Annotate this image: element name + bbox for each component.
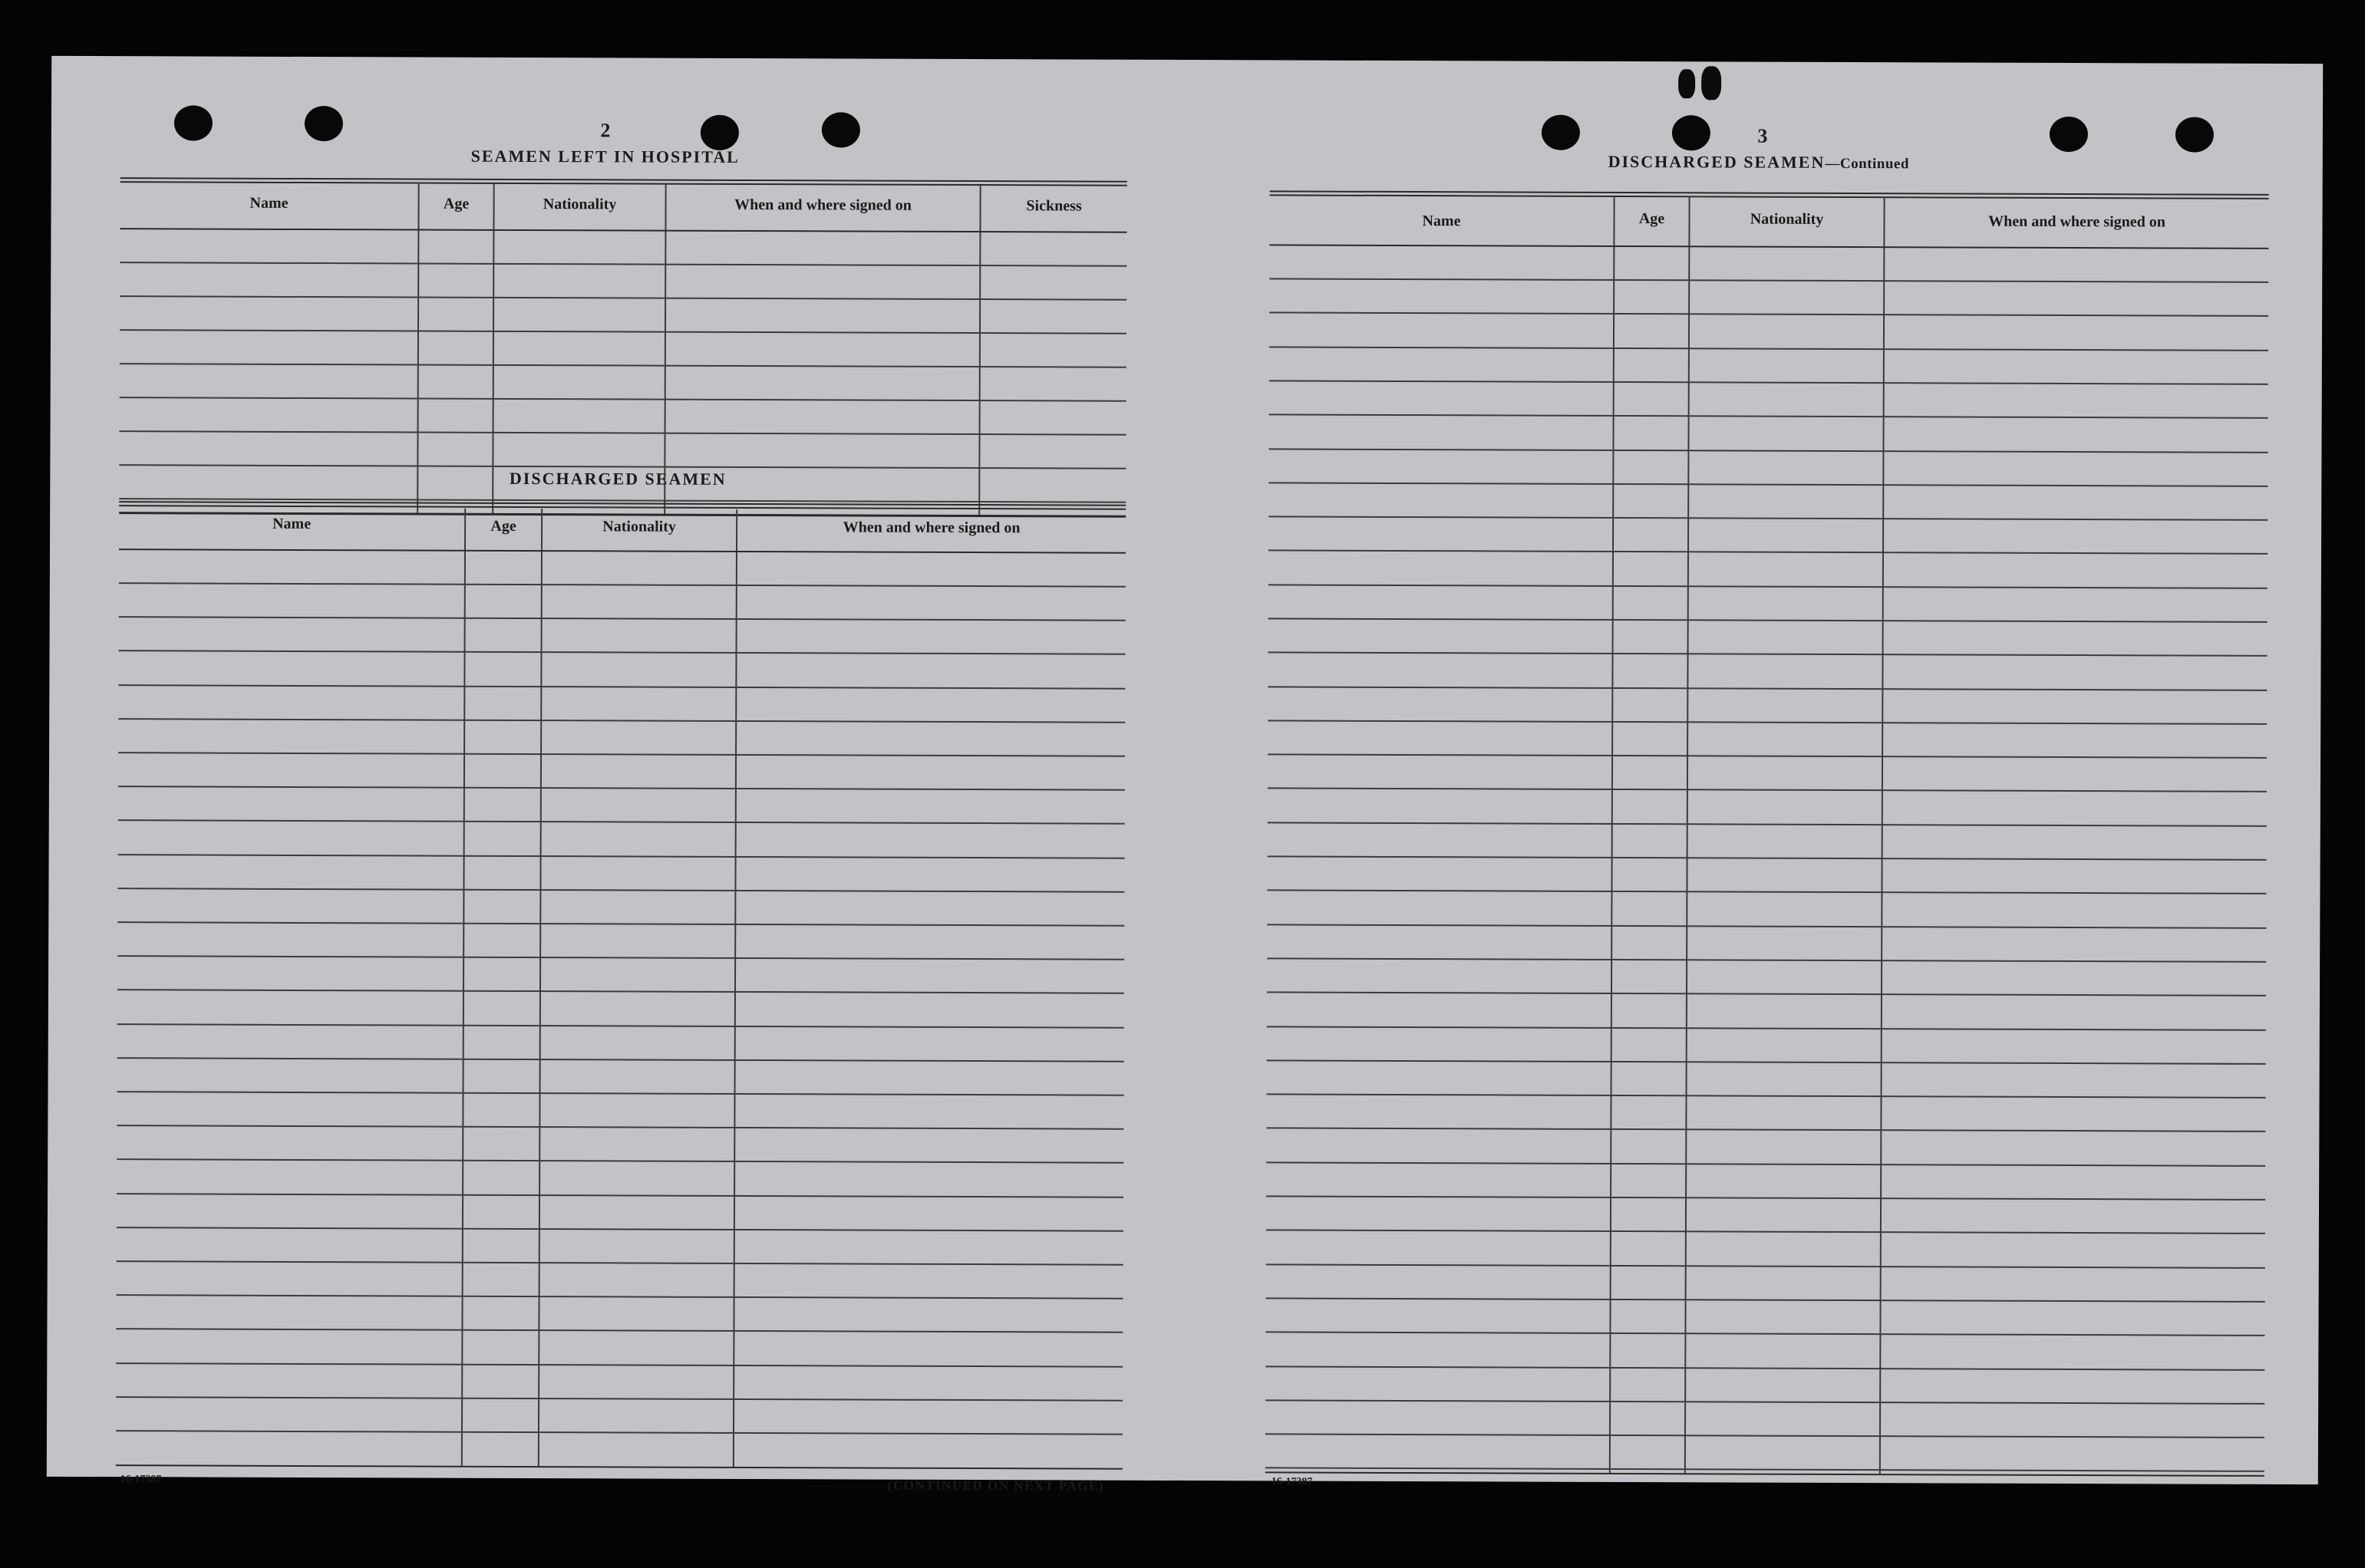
table-row xyxy=(118,752,1125,757)
punch-hole xyxy=(2050,117,2088,152)
right-top-rule xyxy=(1270,190,2269,199)
punch-hole xyxy=(1672,115,1710,150)
table-row xyxy=(118,718,1125,723)
table-row xyxy=(1266,1297,2265,1303)
table-row xyxy=(1269,311,2268,317)
right-form-number: 16-17387 xyxy=(1271,1476,1313,1488)
table-row xyxy=(1269,380,2268,385)
table-row xyxy=(1267,991,2266,996)
hospital-header-rule xyxy=(120,228,1126,233)
hospital-section-title: SEAMEN LEFT IN HOSPITAL xyxy=(470,146,740,166)
discharged-col-signed-on: When and where signed on xyxy=(843,519,1021,537)
hospital-col-sickness: Sickness xyxy=(1026,197,1082,215)
table-row xyxy=(1267,957,2266,963)
table-row xyxy=(1268,584,2268,589)
table-row xyxy=(117,955,1124,960)
punch-hole xyxy=(701,115,739,150)
table-row xyxy=(120,329,1126,334)
table-row xyxy=(1267,924,2266,929)
table-row xyxy=(1265,1433,2264,1438)
table-row xyxy=(1268,822,2267,827)
table-row xyxy=(1268,720,2267,725)
table-row xyxy=(117,1227,1123,1232)
table-row xyxy=(117,888,1124,893)
table-row xyxy=(120,363,1126,368)
table-row xyxy=(116,1328,1123,1333)
ink-smudge xyxy=(1701,66,1721,100)
punch-hole xyxy=(822,112,860,147)
right-section-title-suffix: —Continued xyxy=(1825,155,1909,173)
table-row xyxy=(1268,618,2268,623)
right-section-title-main: DISCHARGED SEAMEN xyxy=(1608,151,1826,172)
discharged-section-title: DISCHARGED SEAMEN xyxy=(509,468,727,489)
left-form-number: 16-17387 xyxy=(120,1474,162,1486)
table-row xyxy=(117,1158,1123,1164)
hospital-col-age: Age xyxy=(443,195,470,212)
table-row xyxy=(120,397,1126,402)
table-row xyxy=(120,295,1126,301)
table-row xyxy=(117,921,1124,927)
table-row xyxy=(1268,549,2268,555)
discharged-col-age: Age xyxy=(490,517,516,535)
hospital-col-nationality: Nationality xyxy=(543,196,617,213)
table-row xyxy=(1268,686,2267,691)
column-divider xyxy=(1684,196,1690,1473)
right-col-name: Name xyxy=(1422,212,1461,230)
table-row xyxy=(118,786,1125,791)
right-section-title xyxy=(1578,152,1939,173)
table-row xyxy=(118,819,1125,825)
table-row xyxy=(1267,1026,2266,1031)
table-row xyxy=(1268,516,2268,521)
table-row xyxy=(116,1430,1123,1435)
table-row xyxy=(117,1023,1124,1029)
table-row xyxy=(1267,1093,2266,1099)
ledger-spread xyxy=(47,56,2323,1494)
table-row xyxy=(118,854,1125,859)
table-row xyxy=(1269,413,2268,419)
table-row xyxy=(1266,1263,2265,1269)
table-row xyxy=(117,989,1124,994)
table-row xyxy=(1269,346,2268,351)
table-row xyxy=(1266,1161,2265,1167)
punch-hole xyxy=(174,105,213,140)
table-row xyxy=(117,1260,1123,1266)
table-row xyxy=(117,1294,1123,1300)
table-row xyxy=(1265,1331,2264,1336)
table-row xyxy=(1265,1467,2264,1472)
table-row xyxy=(1266,1195,2265,1201)
right-col-signed-on: When and where signed on xyxy=(1988,212,2165,231)
column-divider xyxy=(1879,197,1885,1474)
table-row xyxy=(117,1125,1123,1130)
table-row xyxy=(1268,448,2268,453)
table-row xyxy=(1268,855,2267,861)
discharged-bottom-rule xyxy=(116,1464,1123,1470)
table-row xyxy=(120,262,1126,267)
hospital-top-rule xyxy=(120,177,1127,186)
discharged-col-name: Name xyxy=(272,515,312,533)
table-row xyxy=(1265,1399,2264,1405)
table-row xyxy=(1268,651,2268,657)
table-row xyxy=(120,430,1126,436)
right-col-age: Age xyxy=(1638,210,1665,228)
table-row xyxy=(1266,1229,2265,1234)
table-row xyxy=(1266,1127,2265,1132)
table-row xyxy=(117,1057,1124,1062)
table-row xyxy=(1267,1059,2266,1065)
table-row xyxy=(1265,1365,2264,1371)
punch-hole xyxy=(305,106,343,141)
continued-note: (CONTINUED ON NEXT PAGE) xyxy=(887,1477,1105,1494)
left-page-number: 2 xyxy=(600,119,611,142)
punch-hole xyxy=(1542,115,1580,150)
punch-hole xyxy=(2175,117,2214,153)
hospital-col-signed-on: When and where signed on xyxy=(734,196,912,214)
table-row xyxy=(117,1091,1124,1096)
table-row xyxy=(1268,787,2267,792)
table-row xyxy=(1268,753,2267,759)
table-row xyxy=(1269,278,2268,283)
table-row xyxy=(116,1362,1123,1368)
table-row xyxy=(1267,889,2266,894)
table-row xyxy=(116,1396,1123,1402)
right-page-number: 3 xyxy=(1757,124,1768,147)
right-col-nationality: Nationality xyxy=(1750,210,1824,228)
table-row xyxy=(1268,482,2268,487)
discharged-header-rule xyxy=(119,548,1126,554)
hospital-col-name: Name xyxy=(249,194,289,212)
right-header-rule xyxy=(1269,244,2268,249)
discharged-col-nationality: Nationality xyxy=(602,518,676,535)
right-bottom-rule xyxy=(1265,1471,2264,1477)
table-row xyxy=(119,616,1126,621)
column-divider xyxy=(1609,196,1615,1473)
table-row xyxy=(119,650,1126,655)
table-row xyxy=(117,1193,1123,1198)
ink-smudge xyxy=(1678,69,1695,98)
table-row xyxy=(118,684,1125,690)
table-row xyxy=(119,582,1126,588)
